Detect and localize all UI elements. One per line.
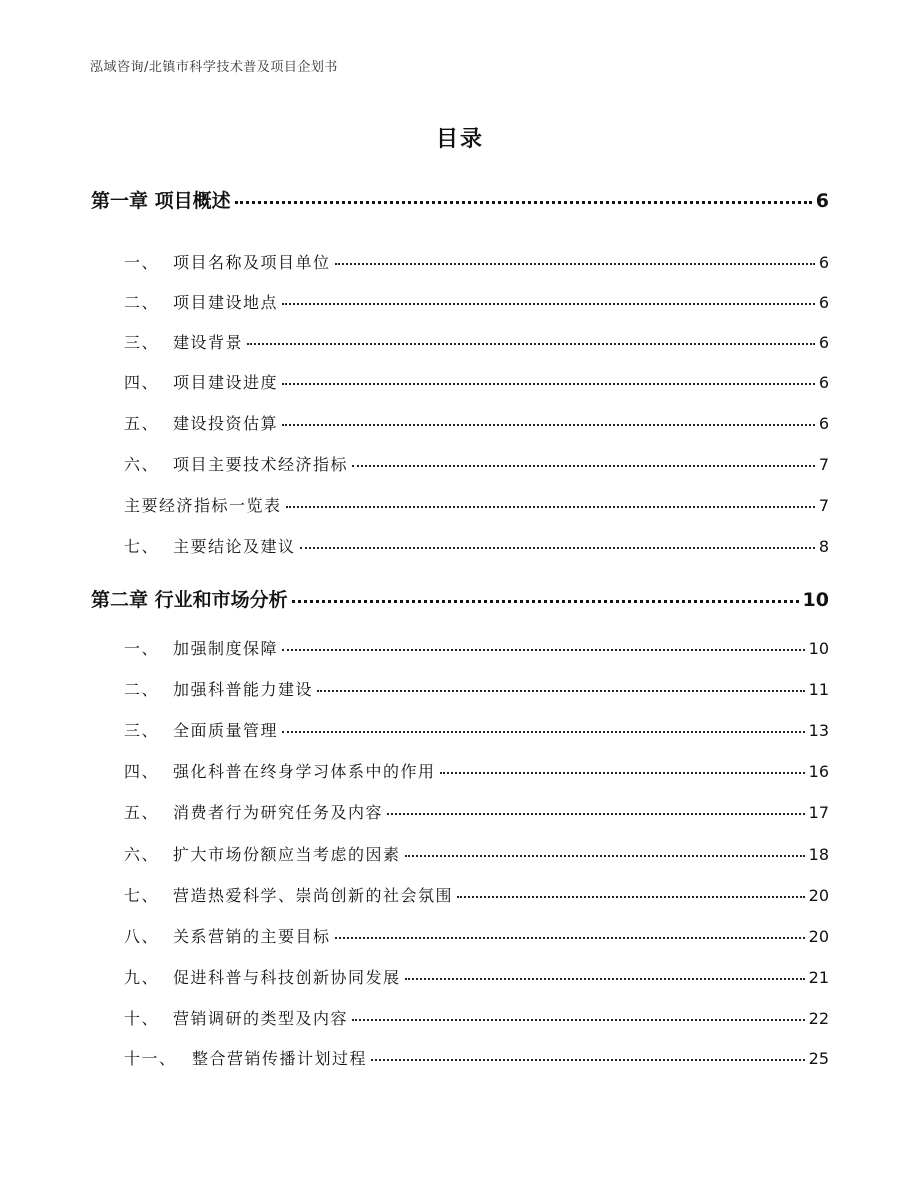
toc-entry-page: 17 [808,803,829,822]
toc-entry-number: 四、 [124,762,160,781]
toc-entry-section[interactable] [124,330,829,353]
toc-entry-section[interactable] [124,250,829,273]
toc-entry-page: 11 [808,680,829,699]
toc-entry-page: 10 [802,589,829,611]
toc-entry-section[interactable] [124,1006,829,1029]
toc-entry-label: 全面质量管理 [173,721,279,740]
toc-entry-number: 二、 [124,680,160,699]
toc-leader-dots [335,937,805,939]
toc-entry-page: 10 [808,639,829,658]
toc-leader-dots [352,1019,805,1021]
toc-entry-section[interactable] [124,842,829,865]
toc-entry-label: 第二章 行业和市场分析 [91,589,288,611]
toc-entry-number: 七、 [124,886,160,905]
toc-leader-dots [405,855,805,857]
toc-entry-section[interactable] [124,370,829,393]
toc-entry-section[interactable] [124,718,829,741]
toc-entry-chapter[interactable] [91,585,829,612]
toc-entry-page: 6 [818,293,829,312]
toc-entry-page: 18 [808,845,829,864]
toc-entry-section[interactable] [124,493,829,516]
toc-entry-number: 七、 [124,537,160,556]
toc-entry-section[interactable] [124,924,829,947]
toc-entry-number: 五、 [124,803,160,822]
toc-entry-label: 项目建设进度 [173,373,279,392]
toc-leader-dots [292,600,799,603]
toc-leader-dots [282,424,815,426]
toc-entry-label: 第一章 项目概述 [91,190,231,212]
toc-entry-page: 6 [818,253,829,272]
toc-entry-number: 十一、 [124,1049,177,1068]
toc-entry-number: 六、 [124,455,160,474]
toc-entry-page: 13 [808,721,829,740]
toc-entry-page: 21 [808,968,829,987]
toc-entry-label: 项目名称及项目单位 [173,253,331,272]
toc-leader-dots [440,772,805,774]
toc-entry-label: 建设投资估算 [173,414,279,433]
toc-entry-chapter[interactable] [91,186,829,213]
toc-entry-page: 22 [808,1009,829,1028]
toc-entry-label: 促进科普与科技创新协同发展 [173,968,401,987]
toc-entry-section[interactable] [124,965,829,988]
toc-leader-dots [387,813,805,815]
toc-entry-page: 20 [808,927,829,946]
toc-entry-number: 五、 [124,414,160,433]
toc-entry-label: 主要结论及建议 [173,537,296,556]
toc-entry-section[interactable] [124,636,829,659]
toc-entry-page: 16 [808,762,829,781]
toc-entry-number: 三、 [124,721,160,740]
toc-entry-section[interactable] [124,883,829,906]
toc-leader-dots [405,978,805,980]
toc-entry-label: 项目主要技术经济指标 [173,455,349,474]
toc-leader-dots [247,343,815,345]
toc-entry-section[interactable] [124,800,829,823]
toc-entry-section[interactable] [124,677,829,700]
toc-entry-page: 20 [808,886,829,905]
toc-leader-dots [282,649,805,651]
toc-leader-dots [300,547,815,549]
toc-leader-dots [335,263,815,265]
toc-entry-number: 八、 [124,927,160,946]
toc-leader-dots [282,731,805,733]
toc-entry-label: 加强科普能力建设 [173,680,314,699]
toc-entry-section[interactable] [124,452,829,475]
toc-leader-dots [317,690,805,692]
toc-entry-section[interactable] [124,1046,829,1069]
toc-entry-page: 7 [818,496,829,515]
toc-entry-number: 十、 [124,1009,160,1028]
toc-entry-section[interactable] [124,411,829,434]
toc-entry-label: 整合营销传播计划过程 [192,1049,368,1068]
toc-entry-page: 8 [818,537,829,556]
toc-entry-section[interactable] [124,290,829,313]
toc-leader-dots [286,506,815,508]
toc-entry-label: 建设背景 [173,333,244,352]
toc-leader-dots [457,896,805,898]
toc-entry-label: 强化科普在终身学习体系中的作用 [173,762,436,781]
toc-entry-number: 六、 [124,845,160,864]
toc-leader-dots [371,1059,805,1061]
toc-leader-dots [352,465,815,467]
toc-entry-number: 二、 [124,293,160,312]
toc-entry-page: 6 [818,373,829,392]
page-title: 目录 [435,127,484,152]
toc-leader-dots [282,303,815,305]
toc-entry-number: 三、 [124,333,160,352]
toc-entry-label: 关系营销的主要目标 [173,927,331,946]
toc-entry-label: 扩大市场份额应当考虑的因素 [173,845,401,864]
running-header: 泓域咨询/北镇市科学技术普及项目企划书 [90,60,338,75]
toc-entry-page: 6 [818,414,829,433]
toc-entry-number: 一、 [124,639,160,658]
toc-entry-section[interactable] [124,759,829,782]
toc-entry-number: 一、 [124,253,160,272]
toc-entry-label: 项目建设地点 [173,293,279,312]
toc-entry-label: 加强制度保障 [173,639,279,658]
toc-entry-number: 四、 [124,373,160,392]
toc-entry-label: 营销调研的类型及内容 [173,1009,349,1028]
toc-entry-page: 25 [808,1049,829,1068]
toc-entry-label: 主要经济指标一览表 [124,496,282,515]
toc-entry-page: 7 [818,455,829,474]
toc-entry-page: 6 [818,333,829,352]
toc-entry-label: 消费者行为研究任务及内容 [173,803,384,822]
toc-entry-page: 6 [815,190,829,212]
toc-leader-dots [235,201,812,204]
toc-entry-number: 九、 [124,968,160,987]
toc-entry-label: 营造热爱科学、崇尚创新的社会氛围 [173,886,454,905]
toc-leader-dots [282,383,815,385]
toc-entry-section[interactable] [124,534,829,557]
